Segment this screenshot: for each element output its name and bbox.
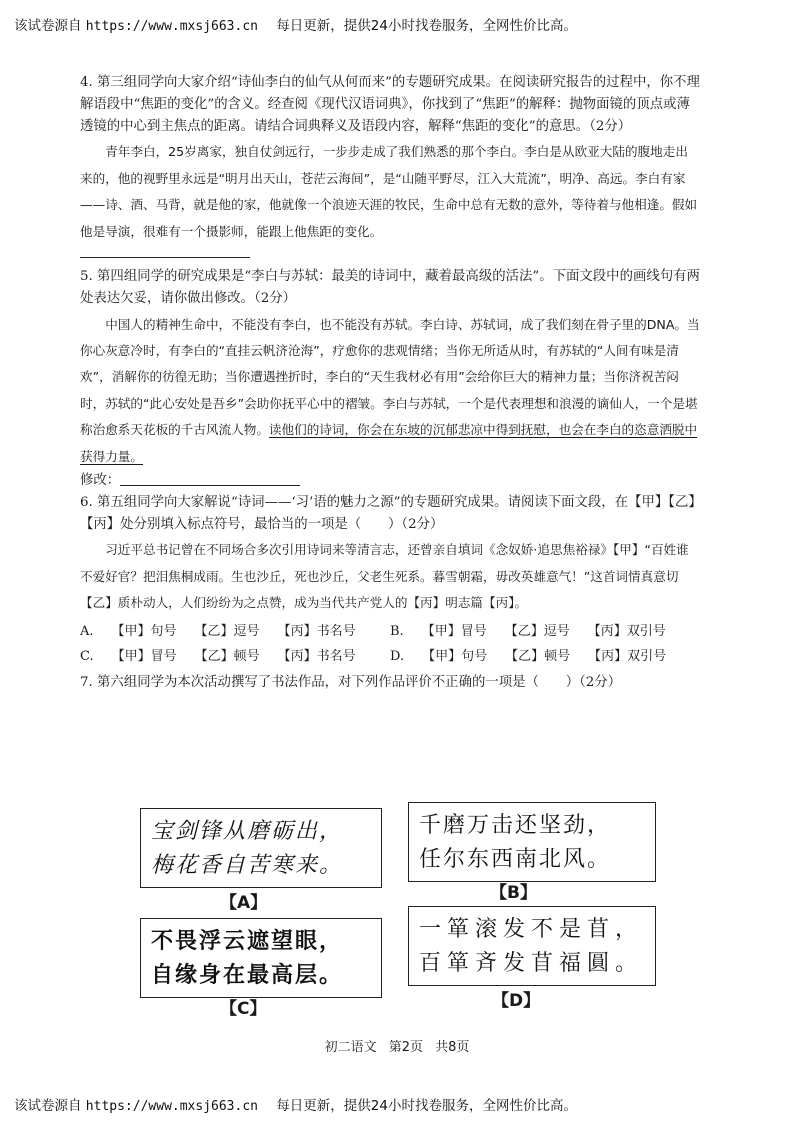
question-6-stem: 6. 第五组同学向大家解说“诗词——‘习’语的魅力之源”的专题研究成果。请阅读下面文段，在【甲】【乙】【丙】处分别填入标点符号，最恰当的一项是（ ）（2分） [80, 494, 696, 532]
work-c-line-1: 不畏浮云遮望眼， [151, 929, 344, 954]
option-b[interactable] [390, 621, 700, 643]
question-7-stem: 7. 第六组同学为本次活动撰写了书法作品，对下列作品评价不正确的一项是（ ）（2分） [80, 675, 622, 691]
option-b-item-2: 【乙】逗号 [504, 623, 570, 639]
option-c-item-3: 【丙】书名号 [277, 649, 356, 665]
work-b-line-1: 千磨万击还坚劲， [419, 813, 612, 838]
option-b-letter: B. [390, 623, 404, 639]
question-5-revise-row [80, 470, 700, 492]
question-5-passage-main: 中国人的精神生命中，不能没有李白，也不能没有苏轼。李白诗、苏轼词，成了我们刻在骨子里的DNA。当你心灰意冷时，有李白的“直挂云帆济沧海”，疗愈你的悲观情绪；当你无所适从时，有苏轼的“人间有味是清欢”，消解你的彷徨无助；当你遭遇挫折时，李白的“天生我材必有用”会给你巨大的精神力量；当你济祝苦闷时，苏轼的“此心安处是吾乡”会助你抚平心中的褶皱。李白与苏轼，一个是代表理想和浪漫的谪仙人，一个是堪称治愈系天花板的千古风流人物。 [80, 316, 700, 438]
work-d-line-2: 百箪斉发苜福圓。 [419, 951, 644, 976]
work-a-label: 【A】 [220, 893, 268, 913]
question-4-passage: 青年李白，25岁离家，独自仗剑远行，一步步走成了我们熟悉的那个李白。李白是从欧亚大陆的腹地走出来的，他的视野里永远是“明月出天山，苍茫云海间”，是“山随平野尽，江入大荒流”，明净、高远。李白有家——诗、酒、马背，就是他的家，他就像一个浪迹天涯的牧民，生命中总有无数的意外，等待着与他相逢。假如他是导演，很难有一个摄影师，能跟上他焦距的变化。 [80, 144, 698, 239]
option-c-letter: C. [80, 649, 94, 665]
question-4-stem: 4. 第三组同学向大家介绍“诗仙李白的仙气从何而来”的专题研究成果。在阅读研究报告的过程中，你不理解语段中“焦距的变化”的含义。经查阅《现代汉语词典》，你找到了“焦距”的解释：抛物面镜的顶点或薄透镜的中心到主焦点的距离。请结合词典释义及语段内容，解释“焦距的变化”的意思。（2分） [80, 75, 700, 134]
question-5-revise-label: 修改： [80, 473, 121, 489]
question-6-passage: 习近平总书记曾在不同场合多次引用诗词来等清言志，还曾亲自填词《念奴娇·追思焦裕禄》【甲】“百姓谁不爱好官？把泪焦桐成雨。生也沙丘，死也沙丘，父老生死系。暮雪朝霜，毋改英雄意气！”这首词情真意切【乙】质朴动人，人们纷纷为之点赞，成为当代共产党人的【丙】明志篇【丙】。 [80, 542, 689, 611]
work-a-line-1: 宝剑锋从磨砺出， [151, 819, 344, 844]
option-a[interactable] [80, 621, 390, 643]
footer-source-banner [14, 1094, 577, 1114]
calligraphy-work-d [408, 906, 656, 986]
work-b-label: 【B】 [490, 883, 537, 903]
work-c-label: 【C】 [220, 999, 267, 1019]
option-a-letter: A. [80, 623, 94, 639]
footer-total: 共8页 [435, 1040, 470, 1055]
option-c[interactable] [80, 646, 390, 668]
option-a-item-2: 【乙】逗号 [194, 623, 260, 639]
question-5-passage [80, 312, 700, 470]
option-a-item-1: 【甲】句号 [111, 623, 177, 639]
banner-bottom-url-link[interactable]: https://www.mxsj663.cn [85, 1099, 258, 1114]
calligraphy-works [140, 808, 660, 1018]
option-c-item-1: 【甲】冒号 [111, 649, 177, 665]
header-source-banner [14, 14, 577, 34]
work-c-line-2: 自缘身在最高层。 [151, 963, 344, 988]
exam-content [80, 72, 700, 694]
banner-bottom-tail: 每日更新，提供24小时找卷服务，全网性价比高。 [276, 1098, 577, 1114]
banner-lead: 该试卷源自 [14, 18, 82, 34]
option-d[interactable] [390, 646, 700, 668]
work-b-line-2: 任尔东西南北风。 [419, 847, 612, 872]
option-b-item-3: 【丙】双引号 [587, 623, 666, 639]
work-a-line-2: 梅花香自苦寒来。 [151, 853, 344, 878]
banner-tail: 每日更新，提供24小时找卷服务，全网性价比高。 [276, 18, 577, 34]
question-4-answer-line[interactable] [80, 245, 250, 258]
footer-page: 第2页 [388, 1040, 423, 1055]
work-d-label: 【D】 [492, 991, 541, 1011]
question-5-revise-blank[interactable] [120, 471, 300, 486]
question-5-stem: 5. 第四组同学的研究成果是“李白与苏轼：最美的诗词中，藏着最高级的活法”。下面文段中的画线句有两处表达欠妥，请你做出修改。（2分） [80, 269, 700, 306]
banner-url-link[interactable]: https://www.mxsj663.cn [85, 19, 258, 34]
option-d-item-2: 【乙】顿号 [505, 649, 571, 665]
page-footer [0, 1036, 794, 1055]
option-c-item-2: 【乙】顿号 [194, 649, 260, 665]
option-d-letter: D. [390, 649, 405, 665]
calligraphy-work-a [140, 808, 382, 888]
question-6-options-row-1 [80, 621, 700, 643]
banner-bottom-lead: 该试卷源自 [14, 1098, 82, 1114]
question-5-underlined-sentence: 读他们的诗词，你会在东坡的沉郁悲凉中得到抚慰，也会在李白的恣意洒脱中获得力量。 [80, 422, 698, 464]
option-d-item-3: 【丙】双引号 [588, 649, 667, 665]
question-6-options-row-2 [80, 646, 700, 668]
option-d-item-1: 【甲】句号 [422, 649, 488, 665]
work-d-line-1: 一箪滚发不是苜， [419, 917, 644, 942]
option-a-item-3: 【丙】书名号 [277, 623, 356, 639]
footer-subject: 初二语文 [324, 1040, 377, 1055]
calligraphy-work-c [140, 918, 382, 998]
option-b-item-1: 【甲】冒号 [421, 623, 487, 639]
calligraphy-work-b [408, 802, 656, 882]
